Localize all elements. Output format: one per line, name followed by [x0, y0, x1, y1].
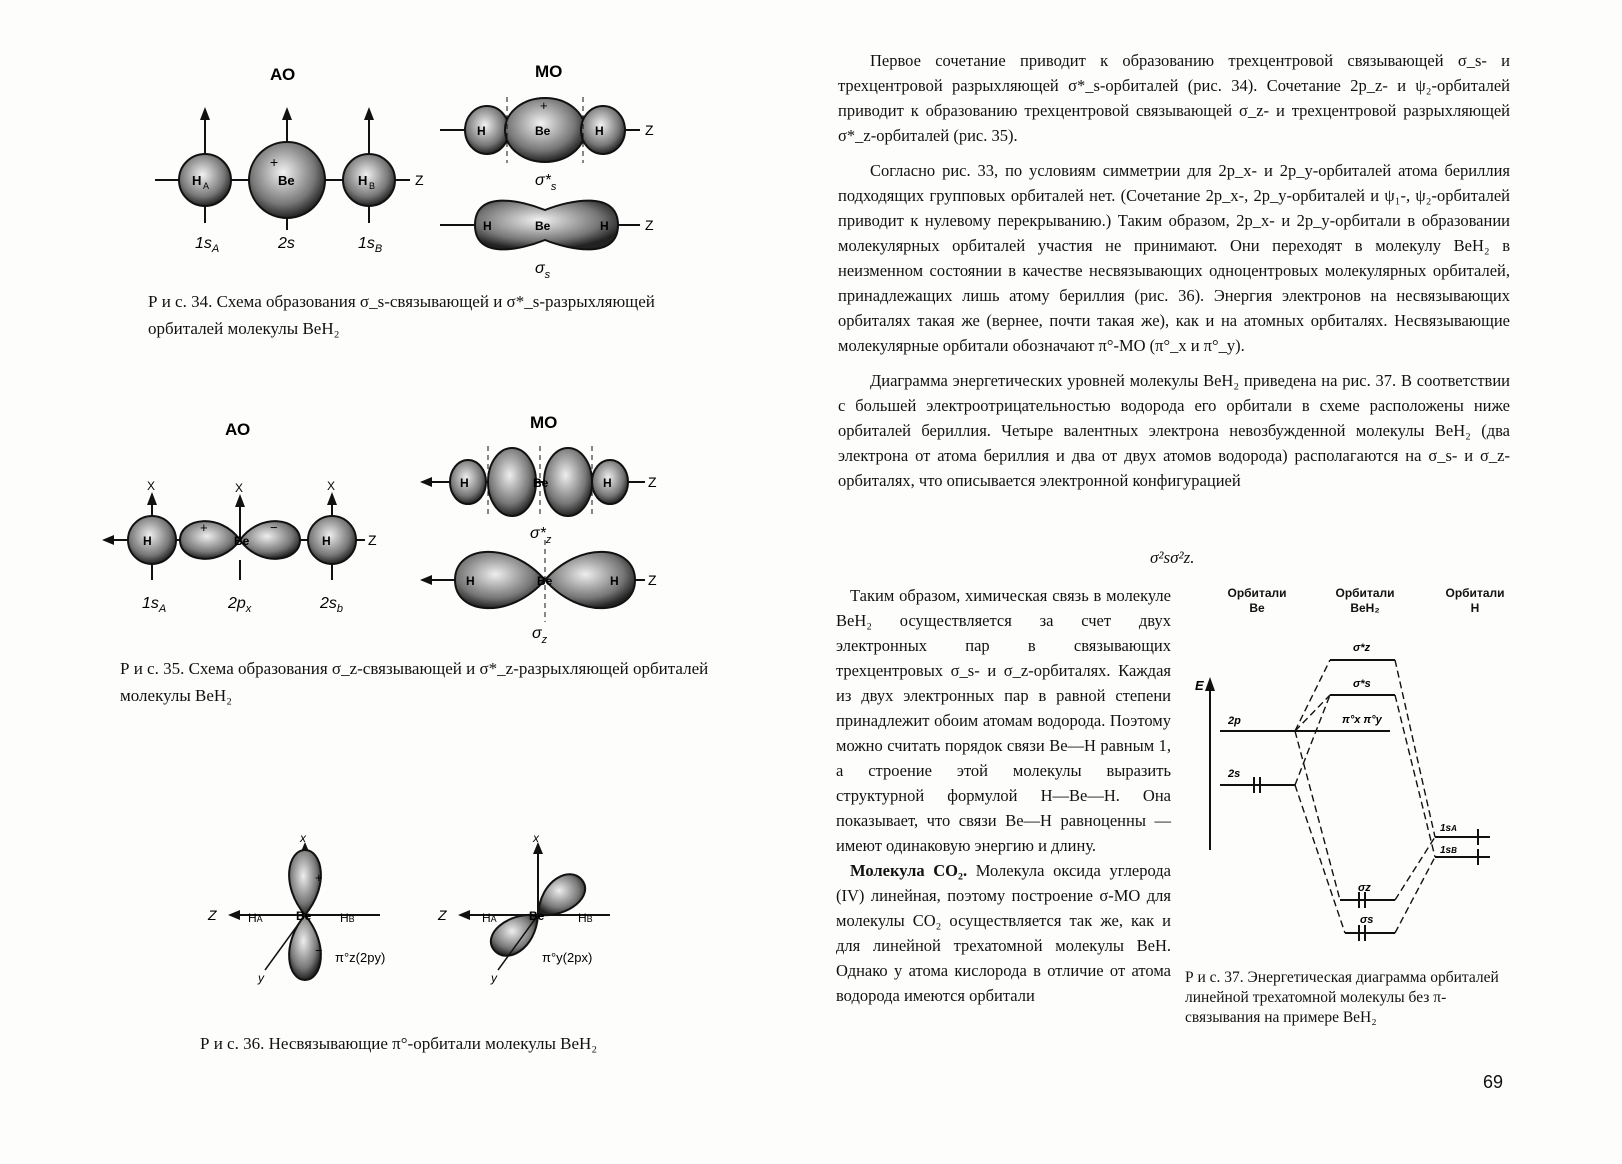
- svg-text:H: H: [610, 574, 619, 588]
- svg-text:1sB: 1sB: [1440, 845, 1457, 856]
- svg-text:π°x π°y: π°x π°y: [1342, 714, 1382, 726]
- svg-text:H: H: [595, 124, 604, 138]
- svg-text:y: y: [491, 971, 497, 985]
- svg-text:Z: Z: [208, 907, 217, 923]
- svg-text:H: H: [466, 574, 475, 588]
- svg-text:−: −: [315, 943, 323, 958]
- svg-text:B: B: [369, 181, 376, 191]
- fig34-caption: Р и с. 34. Схема образования σ_s-связывающей и σ*_s-разрыхляющей орбиталей молекулы BeH₂: [148, 292, 655, 338]
- svg-text:Be: Be: [529, 909, 545, 923]
- svg-text:Z: Z: [648, 572, 657, 588]
- svg-text:H: H: [460, 476, 469, 490]
- col-h-header: Орбитали H: [1445, 586, 1505, 615]
- fig35-ao-label: АО: [225, 420, 251, 439]
- fig37-caption: Р и с. 37. Энергетическая диаграмма орбиталей линейной трехатомной молекулы без π-связывания на примере BeH₂: [1185, 969, 1499, 1026]
- col-be-header: Орбитали Be: [1227, 586, 1287, 615]
- svg-text:σs: σs: [1360, 914, 1374, 926]
- svg-text:σz: σz: [1358, 882, 1371, 894]
- svg-text:H: H: [322, 534, 331, 548]
- paragraph-1: Первое сочетание приводит к образованию трехцентровой связывающей σ_s- и трехцентровой разрыхляющей σ*_s-орбиталей (рис. 34). Сочетание 2p_z- и ψ₂-орбиталей приводит к образованию трехцентровой связывающей σ_z- и трехцентровой разрыхляющей σ*_z-орбиталей (рис. 35).: [838, 51, 1510, 145]
- svg-text:Be: Be: [537, 574, 553, 588]
- paragraph-3: Диаграмма энергетических уровней молекулы BeH₂ приведена на рис. 37. В соответствии с большей электроотрицательностью водорода его орбитали в схеме расположены ниже орбиталей бериллия. Четыре валентных электрона невозбужденной молекулы BeH₂ (два электрона от атома бериллия и два от двух атомов водорода) располагаются на σ_s- и σ_z-орбиталях, что описывается электронной конфигурацией: [838, 371, 1510, 490]
- fig36-caption: Р и с. 36. Несвязывающие π°-орбитали молекулы BeH₂: [200, 1034, 598, 1053]
- figure-36: [200, 831, 640, 1020]
- fig36-label-left: π°z(2py): [335, 950, 386, 965]
- svg-text:A: A: [203, 181, 210, 191]
- fig35-caption: Р и с. 35. Схема образования σ_z-связывающей и σ*_z-разрыхляющей орбиталей молекулы BeH₂: [120, 659, 709, 705]
- svg-text:Be: Be: [296, 909, 312, 923]
- svg-text:+: +: [270, 154, 279, 170]
- svg-text:H: H: [143, 534, 152, 548]
- svg-text:HB: HB: [578, 911, 593, 925]
- svg-text:σ*z: σ*z: [1353, 642, 1371, 654]
- figure-34: [140, 55, 700, 285]
- svg-text:σ*s: σ*s: [1353, 678, 1371, 690]
- svg-text:x: x: [300, 831, 306, 845]
- svg-text:−: −: [270, 520, 278, 535]
- fig35-mo-1: $\sigma*_z$: [530, 525, 552, 546]
- svg-text:E: E: [1195, 678, 1204, 693]
- svg-text:2s: 2s: [1228, 768, 1241, 780]
- svg-text:Be: Be: [535, 124, 551, 138]
- svg-text:H: H: [192, 173, 202, 188]
- svg-text:H: H: [358, 173, 368, 188]
- svg-text:Z: Z: [645, 217, 654, 233]
- svg-text:Z: Z: [368, 532, 377, 548]
- fig35-orb-3: $2s_b$: [320, 595, 344, 615]
- right-column-bottom: [836, 583, 1171, 1008]
- figure-35: [100, 410, 700, 650]
- fig35-orb-1: $1s_A$: [142, 595, 167, 615]
- fig34-orb-3: $1s_B$: [358, 235, 383, 255]
- svg-text:X: X: [327, 479, 336, 493]
- svg-text:x: x: [533, 831, 539, 845]
- fig34-ao-label: АО: [270, 65, 296, 84]
- svg-text:Be: Be: [278, 173, 295, 188]
- svg-text:Z: Z: [648, 474, 657, 490]
- svg-text:Be: Be: [533, 476, 549, 490]
- svg-text:HA: HA: [482, 911, 497, 925]
- svg-text:Be: Be: [234, 534, 250, 548]
- svg-text:X: X: [147, 479, 156, 493]
- svg-text:1sA: 1sA: [1440, 823, 1457, 834]
- svg-text:+: +: [540, 98, 548, 113]
- electron-configuration: σ²sσ²z.: [1150, 548, 1195, 567]
- svg-text:HB: HB: [340, 911, 355, 925]
- svg-text:Z: Z: [415, 172, 424, 188]
- svg-text:HA: HA: [248, 911, 263, 925]
- svg-text:H: H: [600, 219, 609, 233]
- page-number: 69: [1483, 1072, 1504, 1092]
- svg-text:Z: Z: [438, 907, 447, 923]
- fig35-mo-label: МО: [530, 413, 558, 432]
- fig35-mo-2: $\sigma_z$: [532, 625, 548, 646]
- fig36-label-right: π°y(2px): [542, 950, 593, 965]
- svg-text:H: H: [603, 476, 612, 490]
- paragraph-5: Молекула оксида углерода (IV) линейная, поэтому построение σ-МО для молекулы CO₂ осуществляется так же, как и для линейной трехатомной молекулы BeH. Однако у атома кислорода в отличие от атома водорода имеются орбитали: [836, 861, 1171, 1005]
- fig34-mo-label: МО: [535, 62, 563, 81]
- fig34-orb-2: 2s: [278, 235, 295, 252]
- paragraph-4: Таким образом, химическая связь в молекуле BeH₂ осуществляется за счет двух электронных пар в связывающих трехцентровых σ_s- и σ_z-орбиталях. Каждая из двух электронных пар в равной степени принадлежит обоим атомам водорода. Поэтому можно считать порядок связи Be—H равным 1, а строение этой молекулы выразить структурной формулой H—Be—H. Она показывает, что связи Be—H равноценны — имеют одинаковую энергию и длину.: [836, 586, 1171, 855]
- fig34-mo-2: $\sigma_s$: [535, 260, 551, 281]
- svg-text:+: +: [200, 520, 208, 535]
- fig34-orb-1: $1s_A$: [195, 235, 220, 255]
- right-column-top: [838, 48, 1510, 493]
- fig35-orb-2: $2p_x$: [228, 595, 252, 615]
- paragraph-2: Согласно рис. 33, по условиям симметрии для 2p_x- и 2p_y-орбиталей атома бериллия подходящих групповых орбиталей нет. (Сочетание 2p_x-, 2p_y-орбиталей и ψ₁-, ψ₂-орбиталей приводит к нулевому перекрыванию.) Таким образом, 2p_x- и 2p_y-орбитали в образовании молекулярных орбиталей участия не принимают. Они переходят в молекулу BeH₂ в неизменном состоянии в качестве несвязывающих одноцентровых молекулярных орбиталей, принадлежащих лишь атому бериллия (рис. 36). Энергия электронов на несвязывающих орбиталях такая же (вернее, почти такая же), как и на атомных орбиталях. Несвязывающие молекулярные орбитали обозначают π°-МО (π°_x и π°_y).: [838, 161, 1510, 355]
- col-beh2-header: Орбитали BeH₂: [1335, 586, 1395, 615]
- figure-37-energy-diagram: [1190, 625, 1520, 955]
- svg-text:+: +: [315, 870, 323, 885]
- svg-text:y: y: [258, 971, 264, 985]
- svg-text:Z: Z: [645, 122, 654, 138]
- svg-text:H: H: [483, 219, 492, 233]
- svg-text:2p: 2p: [1228, 715, 1241, 727]
- svg-text:H: H: [477, 124, 486, 138]
- svg-text:X: X: [235, 481, 244, 495]
- co2-heading: Молекула CO₂.: [850, 861, 968, 880]
- svg-text:Be: Be: [535, 219, 551, 233]
- fig34-mo-1: $\sigma*_s$: [535, 172, 557, 193]
